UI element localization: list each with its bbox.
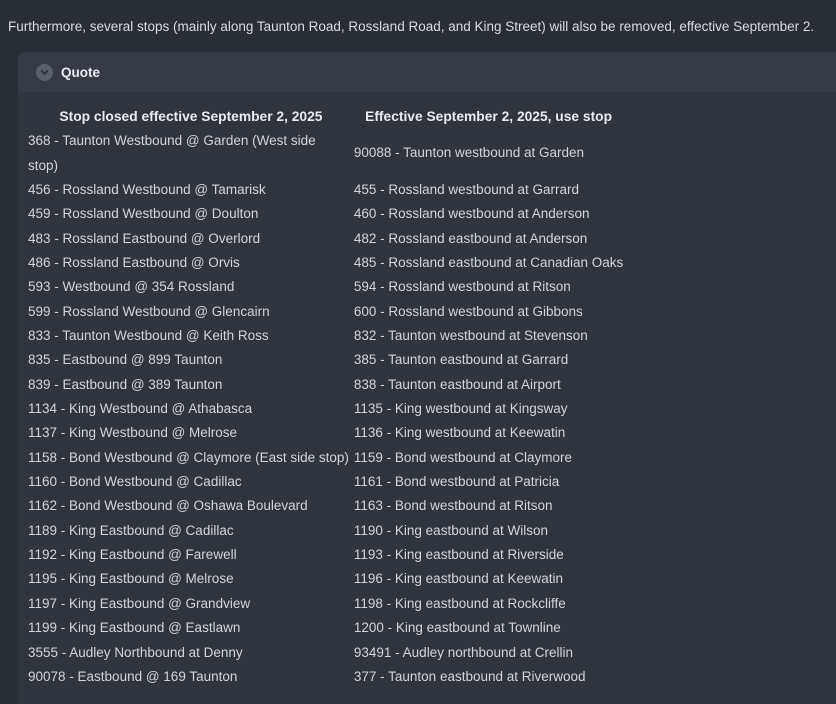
closed-stop-cell: 90078 - Eastbound @ 169 Taunton bbox=[28, 668, 238, 684]
table-row bbox=[28, 227, 623, 251]
closed-stop-cell: 1195 - King Eastbound @ Melrose bbox=[28, 571, 234, 587]
table-row bbox=[28, 275, 623, 299]
closed-stop-cell: 1160 - Bond Westbound @ Cadillac bbox=[28, 474, 242, 490]
use-stop-cell: 838 - Taunton eastbound at Airport bbox=[353, 376, 561, 392]
table-row bbox=[28, 324, 623, 348]
quote-body bbox=[18, 92, 836, 704]
table-row bbox=[28, 567, 623, 591]
use-stop-cell: 1200 - King eastbound at Townline bbox=[353, 620, 561, 636]
use-stop-cell: 1163 - Bond westbound at Ritson bbox=[353, 498, 553, 514]
table-row bbox=[28, 446, 623, 470]
closed-stop-cell: 456 - Rossland Westbound @ Tamarisk bbox=[28, 181, 266, 197]
table-row bbox=[28, 129, 623, 178]
use-stop-cell: 455 - Rossland westbound at Garrard bbox=[353, 181, 579, 197]
table-row bbox=[28, 421, 623, 445]
table-row bbox=[28, 348, 623, 372]
use-stop-cell: 90088 - Taunton westbound at Garden bbox=[353, 145, 585, 161]
closed-stop-cell: 1199 - King Eastbound @ Eastlawn bbox=[28, 620, 241, 636]
closed-stop-cell: 1197 - King Eastbound @ Grandview bbox=[28, 595, 251, 611]
closed-stop-cell: 486 - Rossland Eastbound @ Orvis bbox=[28, 255, 240, 271]
use-stop-cell: 1136 - King westbound at Keewatin bbox=[353, 425, 566, 441]
table-row bbox=[28, 592, 623, 616]
table-row bbox=[28, 373, 623, 397]
quote-label: Quote bbox=[61, 64, 100, 80]
table-row bbox=[28, 494, 623, 518]
closed-stop-cell: 1158 - Bond Westbound @ Claymore (East side stop) bbox=[28, 449, 349, 465]
use-stop-cell: 377 - Taunton eastbound at Riverwood bbox=[353, 668, 586, 684]
use-stop-cell: 1196 - King eastbound at Keewatin bbox=[353, 571, 564, 587]
use-stop-cell: 1198 - King eastbound at Rockcliffe bbox=[353, 595, 566, 611]
use-stop-cell: 460 - Rossland westbound at Anderson bbox=[353, 206, 590, 222]
quote-header-toggle[interactable] bbox=[18, 52, 836, 92]
closed-stop-column-header: Stop closed effective September 2, 2025 bbox=[59, 109, 323, 124]
closed-stop-cell: 3555 - Audley Northbound at Denny bbox=[28, 644, 243, 660]
closed-stop-cell: 1189 - King Eastbound @ Cadillac bbox=[28, 522, 234, 538]
use-stop-cell: 385 - Taunton eastbound at Garrard bbox=[353, 352, 569, 368]
closed-stop-cell: 1134 - King Westbound @ Athabasca bbox=[28, 401, 253, 417]
use-stop-cell: 600 - Rossland westbound at Gibbons bbox=[353, 303, 583, 319]
use-stop-cell: 485 - Rossland eastbound at Canadian Oaks bbox=[353, 255, 624, 271]
closed-stop-cell: 368 - Taunton Westbound @ Garden (West side stop) bbox=[28, 133, 316, 173]
use-stop-cell: 594 - Rossland westbound at Ritson bbox=[353, 279, 571, 295]
closed-stop-cell: 1192 - King Eastbound @ Farewell bbox=[28, 547, 237, 563]
closed-stop-cell: 1162 - Bond Westbound @ Oshawa Boulevard bbox=[28, 498, 308, 514]
closed-stop-cell: 1137 - King Westbound @ Melrose bbox=[28, 425, 238, 441]
table-row bbox=[28, 178, 623, 202]
use-stop-cell: 1135 - King westbound at Kingsway bbox=[353, 401, 568, 417]
stops-table bbox=[28, 105, 623, 689]
use-stop-cell: 1159 - Bond westbound at Claymore bbox=[353, 449, 573, 465]
closed-stop-cell: 835 - Eastbound @ 899 Taunton bbox=[28, 352, 223, 368]
closed-stop-cell: 593 - Westbound @ 354 Rossland bbox=[28, 279, 235, 295]
table-row bbox=[28, 543, 623, 567]
table-row bbox=[28, 470, 623, 494]
closed-stop-cell: 833 - Taunton Westbound @ Keith Ross bbox=[28, 328, 269, 344]
table-row bbox=[28, 300, 623, 324]
use-stop-cell: 93491 - Audley northbound at Crellin bbox=[353, 644, 574, 660]
table-row bbox=[28, 251, 623, 275]
table-row bbox=[28, 616, 623, 640]
use-stop-cell: 1161 - Bond westbound at Patricia bbox=[353, 474, 560, 490]
table-header-row bbox=[28, 105, 623, 129]
table-row bbox=[28, 397, 623, 421]
closed-stop-cell: 459 - Rossland Westbound @ Doulton bbox=[28, 206, 259, 222]
use-stop-cell: 1190 - King eastbound at Wilson bbox=[353, 522, 548, 538]
use-stop-cell: 482 - Rossland eastbound at Anderson bbox=[353, 230, 588, 246]
use-stop-cell: 832 - Taunton westbound at Stevenson bbox=[353, 328, 588, 344]
table-row bbox=[28, 519, 623, 543]
closed-stop-cell: 839 - Eastbound @ 389 Taunton bbox=[28, 376, 223, 392]
chevron-down-icon[interactable] bbox=[36, 64, 53, 81]
closed-stop-cell: 599 - Rossland Westbound @ Glencairn bbox=[28, 303, 270, 319]
closed-stop-cell: 483 - Rossland Eastbound @ Overlord bbox=[28, 230, 261, 246]
quote-block bbox=[18, 52, 836, 704]
intro-paragraph: Furthermore, several stops (mainly along Taunton Road, Rossland Road, and King Street) will also be removed, effective September 2. bbox=[8, 19, 815, 34]
use-stop-cell: 1193 - King eastbound at Riverside bbox=[353, 547, 564, 563]
table-row bbox=[28, 665, 623, 689]
table-row bbox=[28, 202, 623, 226]
table-row bbox=[28, 641, 623, 665]
use-stop-column-header: Effective September 2, 2025, use stop bbox=[365, 109, 613, 124]
